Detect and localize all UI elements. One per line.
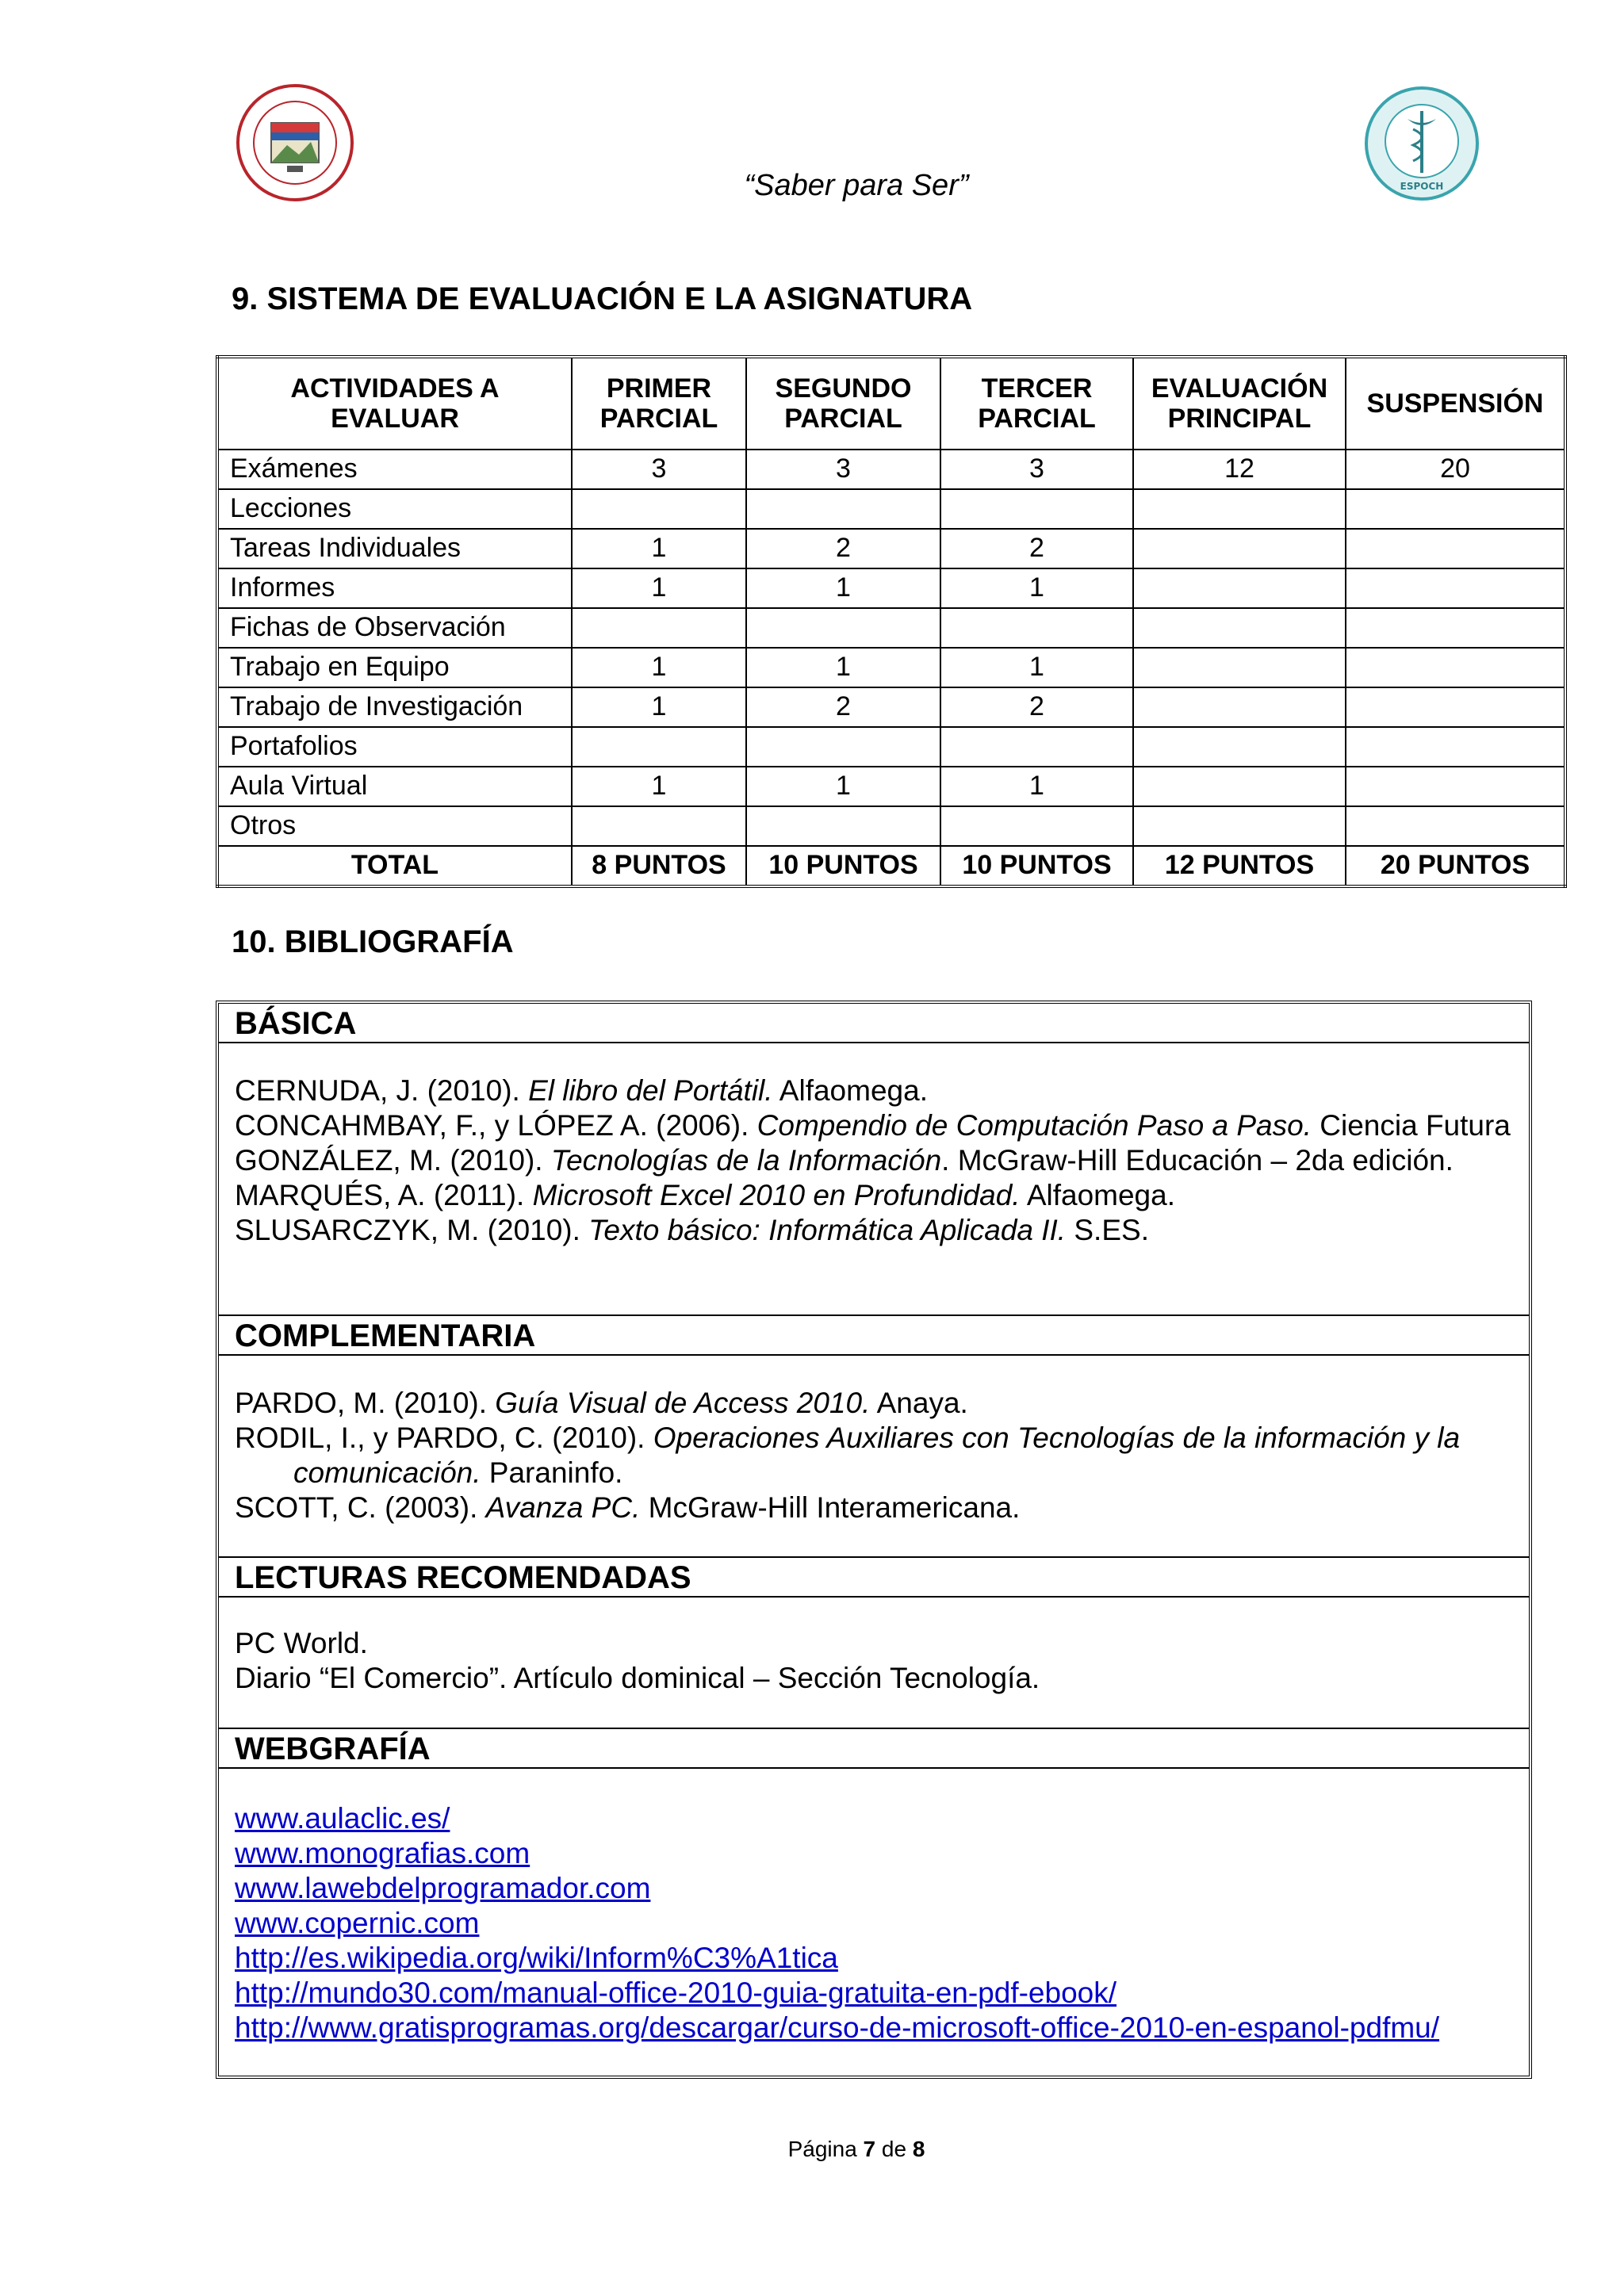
cell: [940, 489, 1133, 529]
cell: [746, 806, 940, 846]
lecturas-heading: LECTURAS RECOMENDADAS: [219, 1558, 1529, 1598]
evaluation-table: [216, 355, 1567, 888]
row-label: Aula Virtual: [217, 767, 572, 806]
table-row: [217, 529, 1565, 568]
cell: [940, 727, 1133, 767]
cell: [746, 608, 940, 648]
basica-heading: BÁSICA: [219, 1004, 1529, 1043]
reference: RODIL, I., y PARDO, C. (2010). Operaciones Auxiliares con Tecnologías de la información y la comunicación. Paraninfo.: [235, 1422, 1461, 1489]
row-label: Exámenes: [217, 450, 572, 489]
cell: 2: [746, 529, 940, 568]
cell: 2: [940, 529, 1133, 568]
cell: [1346, 806, 1565, 846]
row-label: Informes: [217, 568, 572, 608]
list-item: Diario “El Comercio”. Artículo dominical – Sección Tecnología.: [235, 1662, 1040, 1694]
cell: 12: [1133, 450, 1346, 489]
list-item: PC World.: [235, 1627, 368, 1659]
table-row: [217, 608, 1565, 648]
cell: [1133, 568, 1346, 608]
cell: [1133, 767, 1346, 806]
reference: CERNUDA, J. (2010). El libro del Portátil. Alfaomega.: [235, 1074, 928, 1107]
cell: [1346, 648, 1565, 687]
web-link[interactable]: http://mundo30.com/manual-office-2010-guia-gratuita-en-pdf-ebook/: [235, 1976, 1117, 2009]
col-segundo-parcial: SEGUNDO PARCIAL: [746, 357, 940, 450]
cell: [572, 608, 746, 648]
complementaria-heading: COMPLEMENTARIA: [219, 1316, 1529, 1356]
cell: 20: [1346, 450, 1565, 489]
row-label: Trabajo de Investigación: [217, 687, 572, 727]
cell: 3: [940, 450, 1133, 489]
cell: 1: [572, 529, 746, 568]
page-footer: [0, 2137, 1624, 2162]
cell: [940, 806, 1133, 846]
cell: 3: [572, 450, 746, 489]
table-row: [217, 648, 1565, 687]
cell: 1: [746, 568, 940, 608]
cell: [572, 727, 746, 767]
cell: 3: [746, 450, 940, 489]
svg-text:ESPOCH: ESPOCH: [1400, 181, 1444, 192]
cell: [1133, 489, 1346, 529]
webgrafia-heading: WEBGRAFÍA: [219, 1729, 1529, 1769]
page-number: 7: [863, 2137, 876, 2161]
cell: 2: [940, 687, 1133, 727]
cell: 1: [572, 767, 746, 806]
cell: [1133, 648, 1346, 687]
total-cell: 10 PUNTOS: [746, 846, 940, 886]
total-cell: 12 PUNTOS: [1133, 846, 1346, 886]
row-label: Tareas Individuales: [217, 529, 572, 568]
table-row: [217, 489, 1565, 529]
table-header-row: [217, 357, 1565, 450]
cell: [1346, 568, 1565, 608]
total-cell: 10 PUNTOS: [940, 846, 1133, 886]
web-link[interactable]: http://es.wikipedia.org/wiki/Inform%C3%A1tica: [235, 1942, 838, 1974]
total-label: TOTAL: [217, 846, 572, 886]
section-9-title: 9. SISTEMA DE EVALUACIÓN E LA ASIGNATURA: [232, 281, 973, 316]
section-10-title: 10. BIBLIOGRAFÍA: [232, 924, 514, 959]
web-link[interactable]: http://www.gratisprogramas.org/descargar/curso-de-microsoft-office-2010-en-espanol-pdfmu/: [235, 2011, 1440, 2044]
row-label: Trabajo en Equipo: [217, 648, 572, 687]
row-label: Otros: [217, 806, 572, 846]
cell: [1133, 608, 1346, 648]
footer-middle: de: [875, 2137, 913, 2161]
table-row: [217, 568, 1565, 608]
reference: SLUSARCZYK, M. (2010). Texto básico: Informática Aplicada II. S.ES.: [235, 1214, 1149, 1246]
cell: [1346, 608, 1565, 648]
col-tercer-parcial: TERCER PARCIAL: [940, 357, 1133, 450]
cell: [1133, 727, 1346, 767]
cell: [1133, 529, 1346, 568]
cell: [746, 727, 940, 767]
cell: [1133, 687, 1346, 727]
cell: [746, 489, 940, 529]
cell: 1: [572, 687, 746, 727]
footer-prefix: Página: [787, 2137, 864, 2161]
cell: 1: [572, 648, 746, 687]
total-cell: 8 PUNTOS: [572, 846, 746, 886]
cell: 1: [572, 568, 746, 608]
reference: PARDO, M. (2010). Guía Visual de Access 2010. Anaya.: [235, 1387, 968, 1419]
bibliography-box: [216, 1001, 1532, 2079]
col-primer-parcial: PRIMER PARCIAL: [572, 357, 746, 450]
cell: 2: [746, 687, 940, 727]
col-suspension: SUSPENSIÓN: [1346, 357, 1565, 450]
motto: “Saber para Ser”: [744, 169, 969, 202]
cell: 1: [746, 767, 940, 806]
cell: 1: [940, 767, 1133, 806]
table-row: [217, 727, 1565, 767]
reference: CONCAHMBAY, F., y LÓPEZ A. (2006). Compendio de Computación Paso a Paso. Ciencia Futura: [235, 1109, 1511, 1142]
cell: [1346, 727, 1565, 767]
table-row: [217, 450, 1565, 489]
web-link[interactable]: www.lawebdelprogramador.com: [235, 1872, 651, 1904]
web-link[interactable]: www.copernic.com: [235, 1907, 480, 1939]
cell: 1: [746, 648, 940, 687]
cell: [940, 608, 1133, 648]
total-cell: 20 PUNTOS: [1346, 846, 1565, 886]
col-actividades: ACTIVIDADES A EVALUAR: [217, 357, 572, 450]
reference: SCOTT, C. (2003). Avanza PC. McGraw-Hill Interamericana.: [235, 1491, 1021, 1524]
row-label: Portafolios: [217, 727, 572, 767]
cell: 1: [940, 648, 1133, 687]
cell: [572, 806, 746, 846]
cell: [1346, 529, 1565, 568]
row-label: Fichas de Observación: [217, 608, 572, 648]
reference: GONZÁLEZ, M. (2010). Tecnologías de la Información. McGraw-Hill Educación – 2da edición.: [235, 1144, 1454, 1177]
col-evaluacion-principal: EVALUACIÓN PRINCIPAL: [1133, 357, 1346, 450]
row-label: Lecciones: [217, 489, 572, 529]
web-link[interactable]: www.aulaclic.es/: [235, 1802, 450, 1835]
table-row: [217, 687, 1565, 727]
reference: MARQUÉS, A. (2011). Microsoft Excel 2010 en Profundidad. Alfaomega.: [235, 1179, 1175, 1211]
basica-refs: [235, 1073, 1513, 1248]
total-row: [217, 846, 1565, 886]
cell: [1346, 489, 1565, 529]
lecturas-list: [235, 1626, 1513, 1696]
web-link[interactable]: www.monografias.com: [235, 1837, 530, 1869]
cell: [1346, 767, 1565, 806]
cell: 1: [940, 568, 1133, 608]
table-row: [217, 806, 1565, 846]
cell: [1346, 687, 1565, 727]
webgrafia-links: [235, 1801, 1513, 2045]
cell: [572, 489, 746, 529]
page-total: 8: [912, 2137, 925, 2161]
complementaria-refs: [235, 1386, 1513, 1525]
cell: [1133, 806, 1346, 846]
table-row: [217, 767, 1565, 806]
